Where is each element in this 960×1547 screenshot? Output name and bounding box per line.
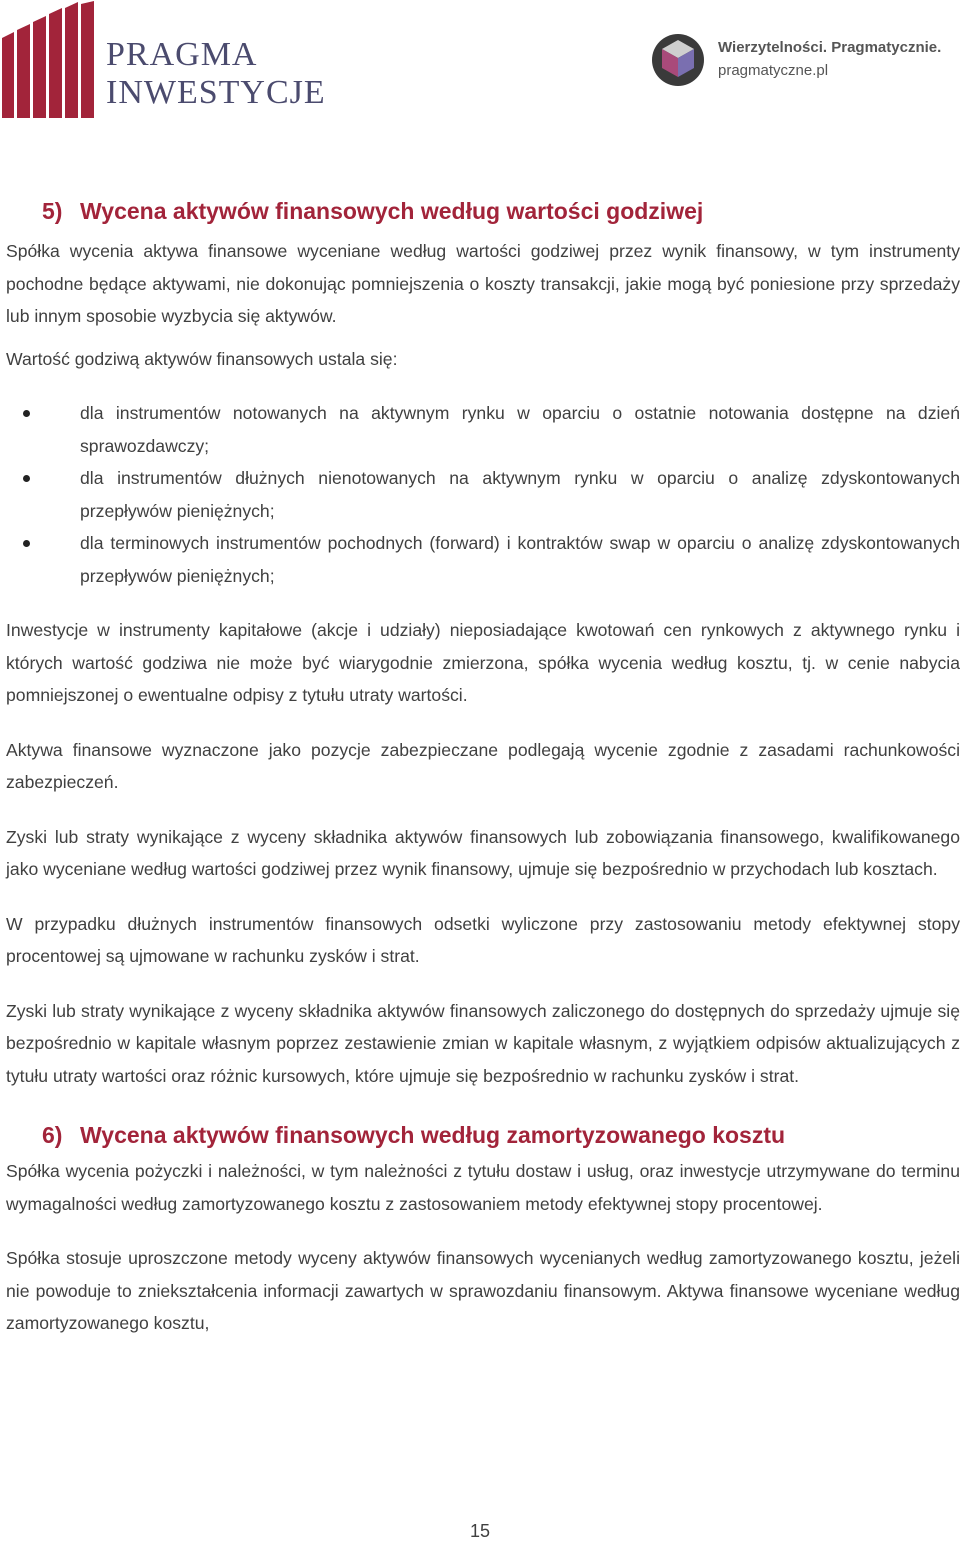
paragraph: Zyski lub straty wynikające z wyceny składnika aktywów finansowych lub zobowiązania finansowego, kwalifikowanego jako wyceniane według wartości godziwej przez wynik finansowy, ujmuje się bezpośrednio w przychodach lub kosztach. <box>6 826 960 879</box>
logo-domain: pragmatyczne.pl <box>718 62 829 79</box>
section-5-title: Wycena aktywów finansowych według wartości godziwej <box>80 198 704 224</box>
bullet-icon <box>23 475 30 482</box>
section-5-lead: Wartość godziwą aktywów finansowych ustala się: <box>6 348 398 369</box>
list-item-text: dla terminowych instrumentów pochodnych (forward) i kontraktów swap w oparciu o analizę zdyskontowanych przepływów pieniężnych; <box>80 533 960 586</box>
logo-text-line2: INWESTYCJE <box>106 74 326 111</box>
list-item <box>6 527 960 592</box>
list-item <box>6 462 960 527</box>
paragraph: Spółka wycenia pożyczki i należności, w tym należności z tytułu dostaw i usług, oraz inwestycje utrzymywane do terminu wymagalności według zamortyzowanego kosztu z zastosowaniem metody efektywnej stopy procentowej. <box>6 1161 960 1214</box>
bullet-icon <box>23 410 30 417</box>
bullet-icon <box>23 540 30 547</box>
list-item-text: dla instrumentów notowanych na aktywnym rynku w oparciu o ostatnie notowania dostępne na dzień sprawozdawczy; <box>80 403 960 456</box>
section-6-heading <box>6 1122 960 1149</box>
section-5-number: 5) <box>42 198 63 224</box>
section-6-number: 6) <box>42 1122 63 1148</box>
list-item <box>6 397 960 462</box>
section-5-intro: Spółka wycenia aktywa finansowe wyceniane według wartości godziwej przez wynik finansowy, w tym instrumenty pochodne będące aktywami, nie dokonując pomniejszenia o koszty transakcji, jakie mogą być poniesione przy sprzedaży lub innym sposobie wyzbycia się aktywów. <box>6 241 960 326</box>
logo-text-line1: PRAGMA <box>106 36 258 73</box>
paragraph: W przypadku dłużnych instrumentów finansowych odsetki wyliczone przy zastosowaniu metody efektywnej stopy procentowej są ujmowane w rachunku zysków i strat. <box>6 913 960 966</box>
paragraph: Inwestycje w instrumenty kapitałowe (akcje i udziały) nieposiadające kwotowań cen rynkowych z aktywnego rynku i których wartość godziwa nie może być wiarygodnie zmierzona, spółka wycenia według kosztu, tj. w cenie nabycia pomniejszonej o ewentualne odpisy z tytułu utraty wartości. <box>6 620 960 705</box>
logo-tagline: Wierzytelności. Pragmatycznie. <box>718 39 942 56</box>
building-bars-icon <box>0 0 105 120</box>
document-body <box>6 198 960 1340</box>
section-5-heading <box>6 198 960 225</box>
paragraph: Spółka stosuje uproszczone metody wyceny aktywów finansowych wycenianych według zamortyzowanego kosztu, jeżeli nie powoduje to zniekształcenia informacji zawartych w sprawozdaniu finansowym. Aktywa finansowe wyceniane według zamortyzowanego kosztu, <box>6 1248 960 1333</box>
paragraph: Zyski lub straty wynikające z wyceny składnika aktywów finansowych zaliczonego do dostępnych do sprzedaży ujmuje się bezpośrednio w kapitale własnym poprzez zestawienie zmian w kapitale własnym, z wyjątkiem odpisów aktualizujących z tytułu utraty wartości oraz różnic kursowych, które ujmuje się bezpośrednio w rachunku zysków i strat. <box>6 1000 960 1086</box>
section-6-title: Wycena aktywów finansowych według zamortyzowanego kosztu <box>80 1122 786 1148</box>
page-header <box>0 0 960 125</box>
paragraph: Aktywa finansowe wyznaczone jako pozycje zabezpieczane podlegają wycenie zgodnie z zasadami rachunkowości zabezpieczeń. <box>6 739 960 792</box>
bullet-list <box>6 397 960 592</box>
pragma-inwestycje-logo <box>0 0 330 120</box>
cube-icon <box>650 30 710 90</box>
page-number: 15 <box>469 1521 491 1541</box>
list-item-text: dla instrumentów dłużnych nienotowanych na aktywnym rynku w oparciu o analizę zdyskontowanych przepływów pieniężnych; <box>80 468 960 521</box>
pragmatyczne-logo <box>650 30 960 90</box>
